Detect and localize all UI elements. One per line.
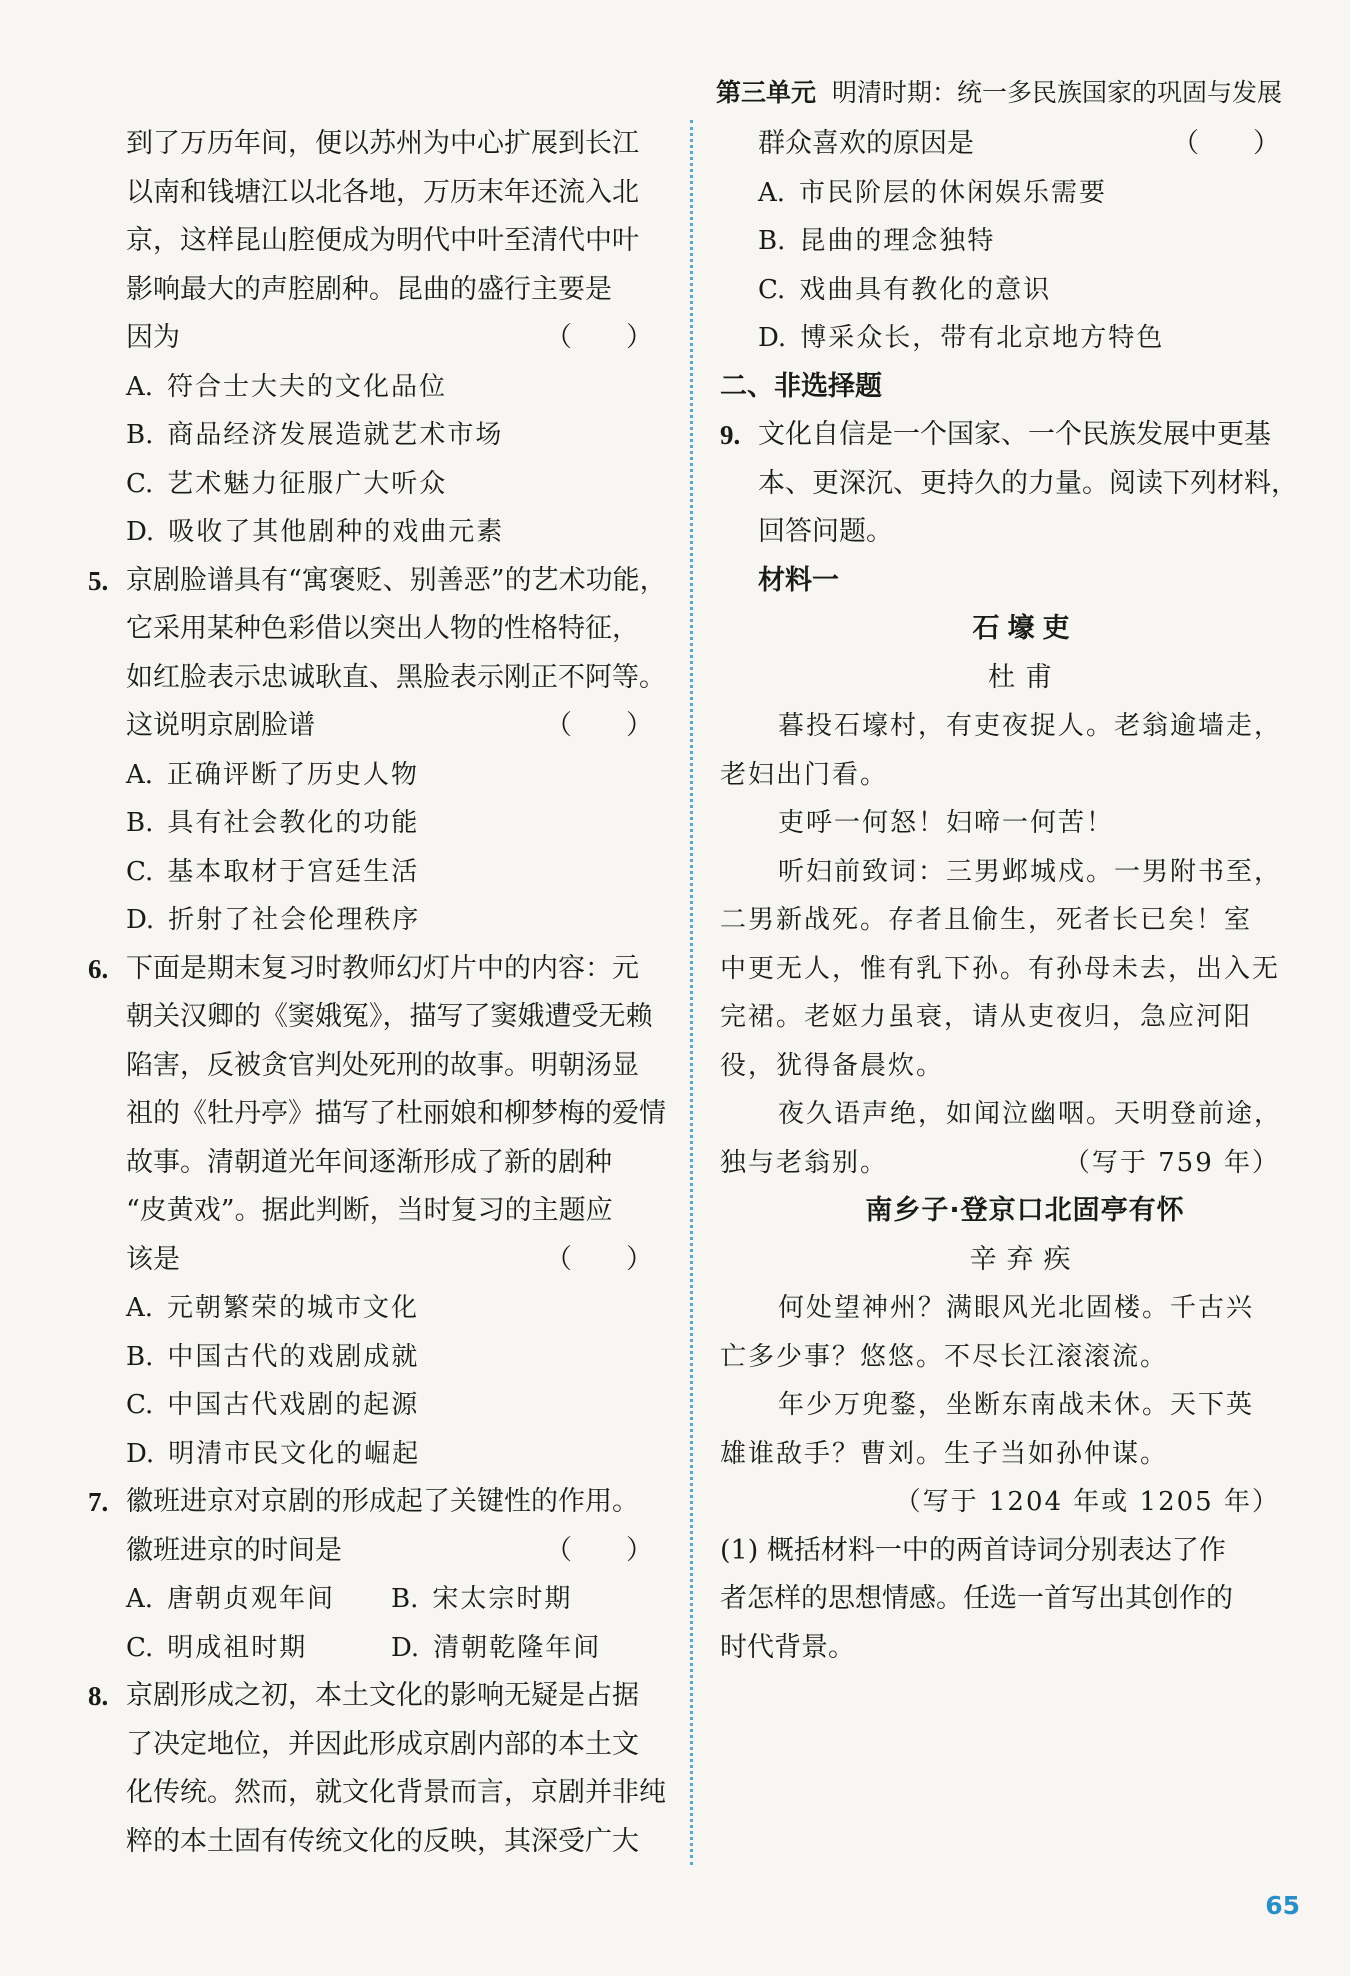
question-text-line: “皮黄戏”。据此判断，当时复习的主题应 (126, 1195, 613, 1226)
question-4-continued (88, 120, 663, 557)
poem-verse: 二男新战死。存者且偷生，死者长已矣！室 (720, 905, 1253, 935)
question-6 (88, 945, 666, 1479)
option-d[interactable] (88, 896, 663, 945)
poem-verse-with-date (720, 1139, 1290, 1188)
option-key: C. (758, 274, 786, 305)
question-7 (88, 1478, 663, 1672)
option-key: B. (391, 1584, 419, 1614)
question-number: 8. (88, 1681, 109, 1711)
option-d[interactable] (88, 508, 663, 557)
question-text-line: 化传统。然而，就文化背景而言，京剧并非纯 (126, 1777, 666, 1808)
answer-blank[interactable]: （ ） (545, 322, 653, 353)
poem-title: 南乡子·登京口北固亭有怀 (865, 1195, 1185, 1226)
option-text: 商品经济发展造就艺术市场 (167, 420, 504, 450)
answer-blank[interactable]: （ ） (545, 710, 653, 741)
option-text: 基本取材于宫廷生活 (167, 856, 420, 887)
option-key: D. (126, 905, 155, 935)
left-column (88, 120, 667, 1866)
question-text-line: 徽班进京的时间是 (126, 1534, 342, 1566)
question-text-line: 故事。清朝道光年间逐渐形成了新的剧种 (126, 1146, 612, 1178)
option-key: B. (126, 1341, 154, 1372)
answer-blank[interactable]: （ ） (545, 1534, 653, 1566)
poem-verse: 老妇出门看。 (720, 759, 889, 790)
option-c[interactable] (88, 848, 663, 897)
question-text-line: 因为 (126, 322, 180, 353)
question-text-line: 影响最大的声腔剧种。昆曲的盛行主要是 (126, 273, 612, 305)
poem-verse: 完裙。老妪力虽衰，请从吏夜归，急应河阳 (720, 1002, 1253, 1032)
question-text-line: 祖的《牡丹亭》描写了杜丽娘和柳梦梅的爱情 (126, 1098, 666, 1129)
question-8-continued (720, 120, 1290, 363)
option-key: D. (758, 323, 787, 353)
option-key: D. (126, 1438, 155, 1469)
option-b[interactable] (88, 1333, 663, 1382)
option-text: 符合士大夫的文化品位 (167, 371, 448, 402)
answer-blank[interactable]: （ ） (545, 1243, 653, 1275)
question-last-line (88, 1236, 663, 1285)
question-text-line: 群众喜欢的原因是 (758, 128, 974, 159)
option-key: B. (126, 420, 154, 450)
poem-verse: 吏呼一何怒！妇啼一何苦！ (778, 808, 1115, 838)
poem-title: 石壕吏 (972, 613, 1078, 644)
question-5 (88, 557, 667, 945)
option-key: A. (126, 1584, 154, 1614)
question-text-line: 本、更深沉、更持久的力量。阅读下列材料， (758, 467, 1298, 499)
unit-header (716, 76, 1282, 110)
question-number: 5. (88, 565, 109, 596)
poem-date: （写于 759 年） (1063, 1147, 1280, 1178)
option-text: 明成祖时期 (167, 1632, 308, 1663)
question-text: 徽班进京对京剧的形成起了关键性的作用。 (126, 1486, 639, 1517)
question-text: 京剧脸谱具有“寓褒贬、别善恶”的艺术功能， (126, 564, 667, 596)
option-text: 昆曲的理念独特 (799, 226, 996, 256)
option-text: 元朝繁荣的城市文化 (167, 1293, 420, 1323)
option-key: B. (126, 808, 154, 838)
question-8 (88, 1672, 666, 1866)
option-d[interactable] (391, 1624, 656, 1673)
option-b[interactable] (88, 411, 663, 460)
column-divider (690, 120, 693, 1865)
question-number: 9. (720, 420, 741, 450)
option-text: 中国古代的戏剧成就 (167, 1341, 420, 1372)
question-text-line: 朝关汉卿的《窦娥冤》，描写了窦娥遭受无赖 (126, 1001, 653, 1032)
question-text-line: 京，这样昆山腔便成为明代中叶至清代中叶 (126, 225, 639, 256)
sub-question-text: (1) 概括材料一中的两首诗词分别表达了作 (720, 1534, 1226, 1566)
poem-verse: 独与老翁别。 (720, 1147, 889, 1178)
question-last-line (720, 120, 1290, 169)
option-text: 宋太宗时期 (432, 1584, 573, 1614)
poem-verse: 年少万兜鍪，坐断东南战未休。天下英 (778, 1390, 1255, 1420)
poem-verse: 亡多少事？悠悠。不尽长江滚滚流。 (720, 1341, 1169, 1372)
question-last-line (88, 314, 663, 363)
poem-verse: 暮投石壕村，有吏夜捉人。老翁逾墙走， (778, 711, 1283, 741)
section-heading: 二、非选择题 (720, 370, 882, 402)
poem-verse: 雄谁敌手？曹刘。生子当如孙仲谋。 (720, 1438, 1169, 1469)
option-key: A. (126, 371, 154, 402)
question-text-line: 如红脸表示忠诚耿直、黑脸表示刚正不阿等。 (126, 661, 666, 693)
material-label: 材料一 (758, 564, 839, 596)
option-text: 市民阶层的休闲娱乐需要 (799, 177, 1108, 208)
question-number: 7. (88, 1487, 109, 1517)
option-row (88, 1624, 663, 1673)
option-text: 中国古代戏剧的起源 (167, 1390, 420, 1420)
sub-question-text: 者怎样的思想情感。任选一首写出其创作的 (720, 1583, 1233, 1614)
question-text-line: 以南和钱塘江以北各地，万历末年还流入北 (126, 176, 639, 208)
question-last-line (88, 702, 663, 751)
question-text-line: 到了万历年间，便以苏州为中心扩展到长江 (126, 128, 639, 159)
option-a[interactable] (88, 751, 663, 800)
question-text-line: 了决定地位，并因此形成京剧内部的本土文 (126, 1728, 639, 1760)
poem-verse: 何处望神州？满眼风光北固楼。千古兴 (778, 1293, 1255, 1323)
option-c[interactable] (126, 1624, 391, 1673)
poem-verse: 夜久语声绝，如闻泣幽咽。天明登前途， (778, 1099, 1283, 1129)
question-text-line: 陷害，反被贪官判处死刑的故事。明朝汤显 (126, 1049, 639, 1081)
option-b[interactable] (391, 1575, 656, 1624)
question-text-line (88, 557, 667, 606)
question-text: 下面是期末复习时教师幻灯片中的内容：元 (126, 952, 639, 984)
option-key: A. (126, 759, 154, 790)
answer-blank[interactable]: （ ） (1172, 128, 1280, 159)
option-a[interactable] (126, 1575, 391, 1624)
option-d[interactable] (88, 1430, 663, 1479)
option-key: B. (758, 226, 786, 256)
option-text: 明清市民文化的崛起 (168, 1438, 421, 1469)
option-key: C. (126, 1390, 154, 1420)
option-text: 博采众长，带有北京地方特色 (800, 323, 1165, 353)
question-text-line (88, 1478, 663, 1527)
question-text: 京剧形成之初，本土文化的影响无疑是占据 (126, 1680, 639, 1711)
poem-date: （写于 1204 年或 1205 年） (894, 1487, 1280, 1517)
option-row (88, 1575, 663, 1624)
poem-verse: 役，犹得备晨炊。 (720, 1050, 945, 1081)
unit-label: 第三单元 (715, 78, 816, 107)
option-text: 折射了社会伦理秩序 (168, 905, 421, 935)
option-c[interactable] (88, 460, 663, 509)
option-a[interactable] (88, 363, 663, 412)
question-text-line: 粹的本土固有传统文化的反映，其深受广大 (126, 1825, 639, 1857)
option-key: A. (758, 177, 786, 208)
question-text-line (88, 1672, 663, 1721)
question-text-line (720, 411, 1290, 460)
question-text-line: 该是 (126, 1243, 180, 1275)
option-text: 唐朝贞观年间 (167, 1584, 336, 1614)
option-c[interactable] (720, 266, 1290, 315)
option-key: D. (391, 1632, 420, 1663)
option-d[interactable] (720, 314, 1290, 363)
poem-author: 辛弃疾 (969, 1243, 1081, 1275)
question-number: 6. (88, 953, 109, 984)
question-text: 文化自信是一个国家、一个民族发展中更基 (758, 419, 1271, 450)
poem-author: 杜甫 (988, 661, 1062, 693)
option-c[interactable] (88, 1381, 663, 1430)
unit-title: 明清时期：统一多民族国家的巩固与发展 (831, 78, 1282, 107)
option-b[interactable] (88, 799, 663, 848)
option-text: 戏曲具有教化的意识 (799, 274, 1052, 305)
option-b[interactable] (720, 217, 1290, 266)
question-text-line (88, 945, 663, 994)
question-text-line: 回答问题。 (758, 516, 893, 547)
page-number: 65 (1265, 1891, 1300, 1920)
option-key: C. (126, 856, 154, 887)
option-text: 具有社会教化的功能 (167, 808, 420, 838)
poem-verse: 中更无人，惟有乳下孙。有孙母未去，出入无 (720, 953, 1281, 984)
option-key: A. (126, 1293, 154, 1323)
question-9 (720, 411, 1298, 1672)
option-key: D. (126, 517, 155, 547)
question-text-line: 它采用某种色彩借以突出人物的性格特征， (126, 613, 639, 644)
option-key: C. (126, 1632, 154, 1663)
option-key: C. (126, 468, 154, 499)
poem-verse: 听妇前致词：三男邺城戍。一男附书至， (778, 856, 1283, 887)
option-text: 清朝乾隆年间 (433, 1632, 602, 1663)
sub-question-text: 时代背景。 (720, 1631, 855, 1663)
option-text: 艺术魅力征服广大听众 (167, 468, 448, 499)
option-text: 正确评断了历史人物 (167, 759, 420, 790)
option-a[interactable] (720, 169, 1290, 218)
option-text: 吸收了其他剧种的戏曲元素 (168, 517, 505, 547)
right-column (720, 120, 1298, 1672)
question-last-line (88, 1527, 663, 1576)
question-text-line: 这说明京剧脸谱 (126, 710, 315, 741)
option-a[interactable] (88, 1284, 663, 1333)
